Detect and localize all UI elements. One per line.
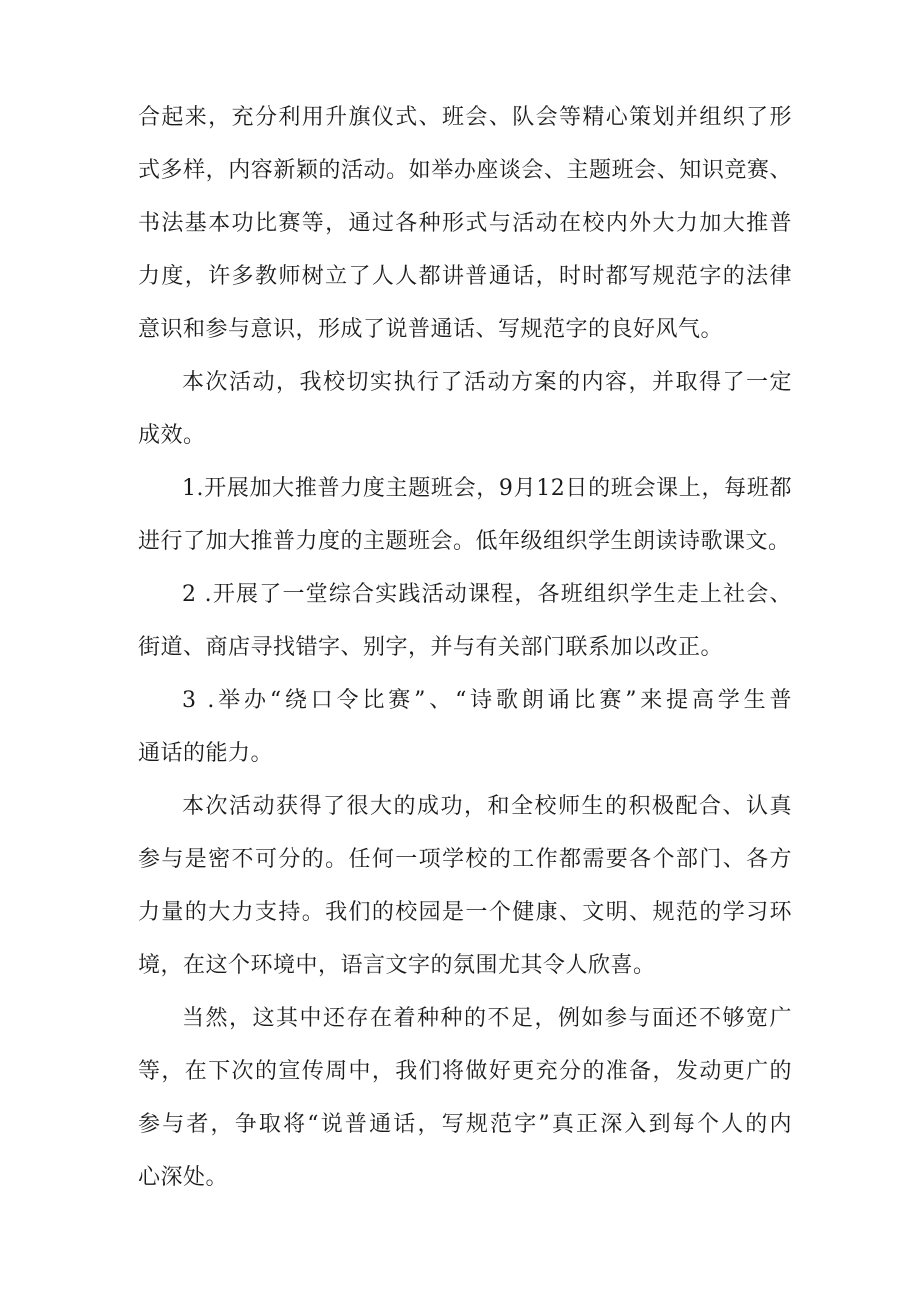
paragraph-1	[138, 102, 792, 367]
paragraph-2	[138, 367, 792, 473]
paragraph-4	[138, 579, 792, 685]
paragraph-line: 进行了加大推普力度的主题班会。低年级组织学生朗读诗歌课文。	[138, 529, 791, 554]
paragraph-line: 式多样，内容新颖的活动。如举办座谈会、主题班会、知识竞赛、	[138, 158, 792, 183]
paragraph-line: 当然，这其中还存在着种种的不足，例如参与面还不够宽广	[182, 1006, 792, 1031]
paragraph-line: 本次活动获得了很大的成功，和全校师生的积极配合、认真	[182, 794, 792, 819]
paragraph-6	[138, 791, 792, 1003]
paragraph-line: 2 .开展了一堂综合实践活动课程，各班组织学生走上社会、	[182, 582, 792, 607]
paragraph-line: 街道、商店寻找错字、别字，并与有关部门联系加以改正。	[138, 635, 724, 660]
paragraph-line: 力量的大力支持。我们的校园是一个健康、文明、规范的学习环	[138, 900, 792, 925]
paragraph-line: 参与是密不可分的。任何一项学校的工作都需要各个部门、各方	[138, 847, 792, 872]
paragraph-line: 3 .举办“绕口令比赛”、“诗歌朗诵比赛”来提高学生普	[182, 688, 792, 713]
paragraph-line: 境，在这个环境中，语言文字的氛围尤其令人欣喜。	[138, 953, 656, 978]
paragraph-line: 力度，许多教师树立了人人都讲普通话，时时都写规范字的法律	[138, 264, 792, 289]
paragraph-line: 意识和参与意识，形成了说普通话、写规范字的良好风气。	[138, 317, 724, 342]
paragraph-3	[138, 473, 792, 579]
paragraph-line: 本次活动，我校切实执行了活动方案的内容，并取得了一定	[182, 370, 792, 395]
paragraph-5	[138, 685, 792, 791]
paragraph-line: 通话的能力。	[138, 741, 274, 766]
paragraph-7	[138, 1003, 792, 1215]
paragraph-line: 书法基本功比赛等，通过各种形式与活动在校内外大力加大推普	[138, 211, 792, 236]
paragraph-line: 参与者，争取将“说普通话，写规范字”真正深入到每个人的内	[138, 1112, 792, 1137]
document-body	[138, 102, 792, 1215]
paragraph-line: 合起来，充分利用升旗仪式、班会、队会等精心策划并组织了形	[138, 105, 792, 130]
paragraph-line: 等，在下次的宣传周中，我们将做好更充分的准备，发动更广的	[138, 1059, 792, 1084]
paragraph-line: 心深处。	[138, 1165, 229, 1190]
paragraph-line: 成效。	[138, 423, 206, 448]
paragraph-line: 1.开展加大推普力度主题班会，9月12日的班会课上，每班都	[182, 476, 792, 501]
